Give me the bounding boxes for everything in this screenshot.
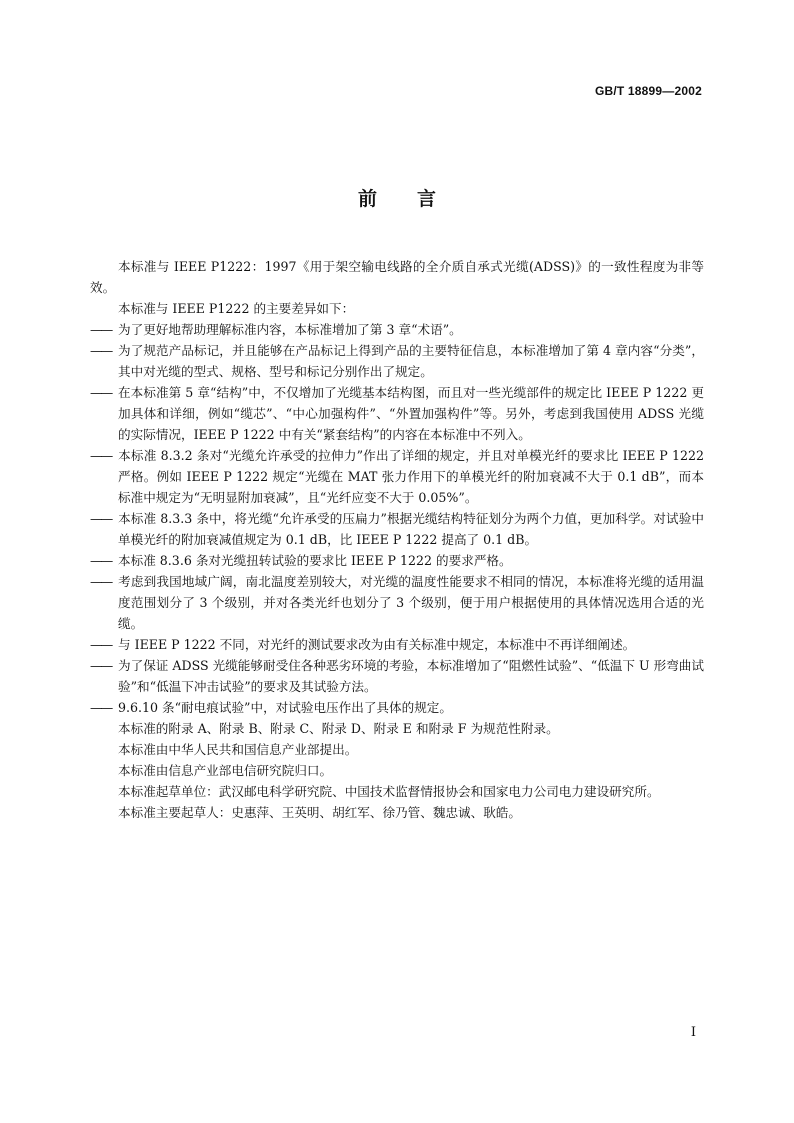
difference-text: 本标准 8.3.3 条中，将光缆“允许承受的压扁力”根据光缆结构特征划分为两个力值，更加科学。对试验中单模光纤的附加衰减值规定为 0.1 dB，比 IEEE P 1222 提高了 0.1 dB。 [118, 511, 704, 547]
difference-text: 本标准 8.3.2 条对“光缆允许承受的拉伸力”作出了详细的规定，并且对单模光纤的要求比 IEEE P 1222 严格。例如 IEEE P 1222 规定“光缆在 MAT 张力作用下的单模光纤的附加衰减不大于 0.1 dB”，而本标准中规定为“无明显附加衰减”，且“光纤应变不大于 0.05%”。 [118, 448, 704, 505]
difference-item [90, 382, 704, 445]
page-title: 前言 [357, 188, 476, 210]
appendix-statement: 本标准的附录 A、附录 B、附录 C、附录 D、附录 E 和附录 F 为规范性附录。 [118, 721, 559, 736]
dash-marker: —— [90, 322, 112, 337]
dash-marker: —— [90, 343, 112, 358]
difference-item [90, 655, 704, 697]
drafters-statement: 本标准主要起草人：史惠萍、王英明、胡红军、徐乃管、魏忠诚、耿皓。 [118, 805, 521, 820]
difference-text: 为了保证 ADSS 光缆能够耐受住各种恶劣环境的考验，本标准增加了“阻燃性试验”、“低温下 U 形弯曲试验”和“低温下冲击试验”的要求及其试验方法。 [118, 658, 704, 694]
administrator-statement: 本标准由信息产业部电信研究院归口。 [118, 763, 333, 778]
dash-marker: —— [90, 553, 112, 568]
dash-marker: —— [90, 448, 112, 463]
difference-text: 本标准 8.3.6 条对光缆扭转试验的要求比 IEEE P 1222 的要求严格。 [118, 553, 512, 568]
intro-paragraph: 本标准与 IEEE P1222：1997《用于架空输电线路的全介质自承式光缆(ADSS)》的一致性程度为非等效。 [90, 259, 704, 295]
proposer-statement: 本标准由中华人民共和国信息产业部提出。 [118, 742, 358, 757]
difference-item [90, 445, 704, 508]
difference-item [90, 340, 704, 382]
difference-item [90, 550, 704, 571]
difference-item [90, 634, 704, 655]
difference-item [90, 319, 704, 340]
difference-text: 9.6.10 条“耐电痕试验”中，对试验电压作出了具体的规定。 [118, 700, 452, 715]
differences-lead: 本标准与 IEEE P1222 的主要差异如下： [118, 301, 355, 316]
difference-text: 为了规范产品标记，并且能够在产品标记上得到产品的主要特征信息，本标准增加了第 4 章内容“分类”，其中对光缆的型式、规格、型号和标记分别作出了规定。 [118, 343, 704, 379]
document-body [90, 256, 704, 823]
difference-item [90, 508, 704, 550]
difference-text: 在本标准第 5 章“结构”中，不仅增加了光缆基本结构图，而且对一些光缆部件的规定比 IEEE P 1222 更加具体和详细，例如“缆芯”、“中心加强构件”、“外置加强构件”等。另外，考虑到我国使用 ADSS 光缆的实际情况，IEEE P 1222 中有关“紧套结构”的内容在本标准中不列入。 [118, 385, 704, 442]
dash-marker: —— [90, 700, 112, 715]
dash-marker: —— [90, 385, 112, 400]
difference-item [90, 697, 704, 718]
difference-text: 考虑到我国地域广阔，南北温度差别较大，对光缆的温度性能要求不相同的情况，本标准将光缆的适用温度范围划分了 3 个级别，并对各类光纤也划分了 3 个级别，便于用户根据使用的具体情况选用合适的光缆。 [118, 574, 704, 631]
dash-marker: —— [90, 637, 112, 652]
dash-marker: —— [90, 574, 112, 589]
difference-text: 与 IEEE P 1222 不同，对光纤的测试要求改为由有关标准中规定，本标准中不再详细阐述。 [118, 637, 636, 652]
dash-marker: —— [90, 511, 112, 526]
drafting-units-statement: 本标准起草单位：武汉邮电科学研究院、中国技术监督情报协会和国家电力公司电力建设研究所。 [118, 784, 660, 799]
page-number: I [690, 1025, 696, 1040]
difference-item [90, 571, 704, 634]
standard-code: GB/T 18899—2002 [594, 84, 702, 98]
dash-marker: —— [90, 658, 112, 673]
difference-text: 为了更好地帮助理解标准内容，本标准增加了第 3 章“术语”。 [118, 322, 462, 337]
